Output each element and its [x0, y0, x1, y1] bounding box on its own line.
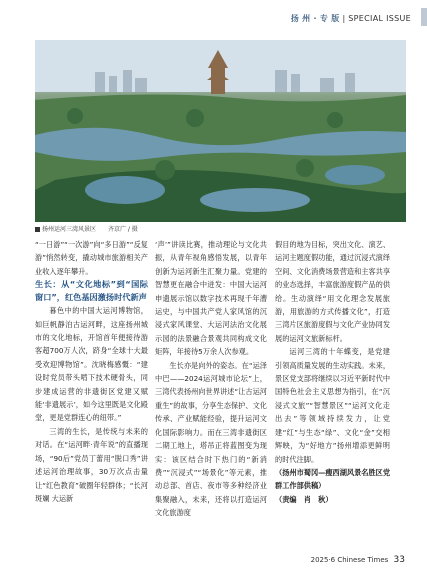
paragraph: 生长亦是向外的姿态。在“运泽中巴——2024运河城市论坛”上，三湾代表扬州向世界讲述“让古运河重生”的故事，分享生态保护、文化传承、产业赋能经验，提升运河文化国际影响力。而在三湾非遗街区二期工地上，塔吊正将蓝图变为现实：该区结合时下热门的“新消费”“沉浸式”“场景化”等元素，推动总部、首店、夜市等多种经济业集聚融入，未来，还将以打造运河文化旅游度	[155, 360, 267, 518]
section-label	[291, 13, 411, 24]
issue-number: 2025·6	[310, 556, 336, 564]
section-heading: 生长：从“文化地标”到“国际窗口”，红色基因激扬时代新声	[35, 279, 148, 303]
caption-square-icon	[35, 227, 40, 232]
source-note	[275, 466, 390, 493]
magazine-name: Chinese Times	[337, 556, 389, 564]
text-column-2	[155, 238, 267, 520]
paragraph: “一日游”“一次游”向“多日游”“反复游”悄然转变，撬动城市旅游相关产业收入逐年攀升。	[35, 240, 148, 276]
paragraph: 假目的地为目标，突出文化、演艺、运河主题度假功能，通过沉浸式演绎空间、文化消费场景营造和主客共享的业态选择，丰富旅游度假产品的供给。生动演绎“用文化理念发展旅游，用旅游的方式传播文化”，打造三湾片区旅游度假与文化产业协同发展的运河文旅新标杆。	[275, 240, 391, 343]
page-footer	[311, 555, 405, 565]
editor-credit: （责编 肖 秋）	[275, 494, 333, 504]
section-title: 扬 州 · 专 版	[290, 14, 340, 23]
paragraph: ‘声’”讲读比赛，推动理论与文化共振，从青年视角感悟发展，以青年创新为运河新生汇聚力量。党建的智慧更在融合中迸发：中国大运河申遗展示馆以数字技术再现千年漕运史，与中国共产党人家风馆的沉浸式家风课堂、大运河法治文化展示园的法景融合景观共同构成文化矩阵，年接待5万余人次参观。	[155, 240, 267, 357]
photo-caption	[35, 224, 138, 233]
caption-text: 扬州运河三湾风景区	[42, 226, 97, 233]
paragraph: 三湾的生长，是传统与未来的对话。在“运河畔·青年说”的直播现场，“90后”党员丁蕾用“脱口秀”讲述运河治理故事，30万次点击量让“红色教育”破圈年轻群体；“长河斑斓 大运新	[35, 426, 148, 503]
paragraph: 暮色中的中国大运河博物馆，如巨帆静泊古运河畔，这座扬州城市的文化地标，开馆首年便接待游客超700万人次，跻身“全球十大最受欢迎博物馆”。沈晓梅感慨：“建设时党员带头啃下技术硬骨头，同步建成运营的非遗街区党建又赋能‘非遗展示’，如今这里既是文化殿堂，更是党群连心的纽带。”	[35, 306, 148, 423]
text-column-1	[35, 238, 148, 505]
paragraph: 运河三湾的十年蝶变，是党建引领高质量发展的生动实践。未来，景区党支部将继续以习近平新时代中国特色社会主义思想为指引，在“沉浸式文旅”“智慧景区”“运河文化走出去”等领域持续发力，让党建“红”与生态“绿”、文化“金”交相辉映，为“好地方”扬州增添更鲜明的时代注脚。	[275, 347, 391, 464]
text-column-3	[275, 238, 390, 506]
section-english: SPECIAL ISSUE	[348, 14, 411, 23]
scenic-photo	[35, 40, 406, 222]
page-number: 33	[393, 555, 405, 565]
header-tab-bar	[421, 8, 427, 26]
page-header	[0, 0, 427, 40]
photo-credit: 齐京广 / 摄	[107, 226, 138, 233]
section-divider: |	[342, 14, 346, 23]
source-note-text: （扬州市蜀冈—瘦西湖风景名胜区党群工作部供稿）	[275, 467, 391, 491]
